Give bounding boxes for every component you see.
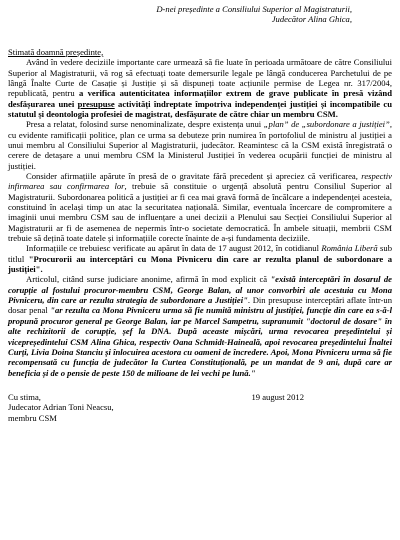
p4-italic: România Liberă bbox=[321, 243, 378, 254]
p1-bold-2: activități îndreptate împotriva independenței justiției și incompatibile cu statutul și deontologia profesiei de magistrat, desfășurate de către chiar un membru CSM. bbox=[8, 98, 392, 119]
signer-name: Judecator Adrian Toni Neacsu, bbox=[8, 402, 114, 413]
paragraph-1 bbox=[8, 57, 392, 119]
p1-bold-1: a verifica autenticitatea informațiilor extrem de grave publicate în presă vizând desfășurarea unei bbox=[8, 88, 392, 109]
signer-role: membru CSM bbox=[8, 412, 57, 423]
p3-italic: respectiv infirmarea sau confirmarea lor bbox=[8, 171, 392, 192]
paragraph-4 bbox=[8, 243, 392, 274]
letter-header bbox=[8, 4, 392, 25]
p2-text-b: , cu evidente ramificații politice, plan ce urma sa debuteze prin numirea în portofoliul de ministru al justiției a unui membru al Consiliului Superior al Magistraturii, judecător. Reamintesc că la CSM există înregistrată o cerere de detașare a unui membru CSM la Ministerul Justiției în vederea ocupării funcției de ministru al justiției. bbox=[8, 119, 392, 171]
p5-text-a: Articolul, citând surse judiciare anonime, afirmă în mod explicit că bbox=[26, 274, 271, 285]
paragraph-3 bbox=[8, 171, 392, 243]
p3-text-b: , trebuie să constituie o urgență absolută pentru Consiliul Superior al Magistraturii. Subordonarea politică a justiției ar fi cea mai gravă formă de încălcare a independenței acesteia, constituind în același timp un atac la securitatea națională. Similar, eventuala încercare de compromitere a imaginii unui membru CSM sau de influențare a unei decizii a Plenului sau Secției Consiliului Superior al Magistraturii ar fi de asemenea de nepermis într-o societate democratică. În ambele situații, membrii CSM trebuie să dețină toate datele și informațiile corecte înainte de a-și fundamenta deciziile. bbox=[8, 181, 392, 244]
p2-text-a: Presa a relatat, folosind surse nenominalizate, despre existența unui bbox=[26, 119, 264, 130]
p5-quote-1: "există interceptări în dosarul de corupție al fostului procuror-membru CSM, George Balan, al unor convorbiri ale acestuia cu Mona Pivniceru, din care ar rezulta strategia de subordonare a Justiției" bbox=[8, 274, 392, 306]
letter-date: 19 august 2012 bbox=[251, 391, 304, 402]
salutation: Stimată doamnă președinte, bbox=[8, 46, 104, 57]
p5-quote-2: "ar rezulta ca Mona Pivniceru urma să fie numită ministru al justiției, funcție din care ea s-ă-l propună procuror general pe George Balan, iar pe Marcel Sampetru, supranumit "doctorul de dosare" în alte rechizitorii de corupție, șef la DNA. După aceaste mișcări, urma revocarea președintelui și vicepreședintelui CSM Alina Ghica, respectiv Oana Schmidt-Haineală, apoi revocarea președintelui Înaltei Curți, Livia Doina Stanciu și înlocuirea acestora cu oameni de încredere. Apoi, Mona Pivniceru urma să fie recompensată cu funcția de judecător la Curtea Constituțională, pe un mandat de 9 ani, după care ar beneficia și de o pensie de peste 150 de milioane de lei vechi pe lună." bbox=[8, 305, 392, 378]
letter-closing bbox=[8, 392, 392, 423]
closing-greeting: Cu stima, bbox=[8, 391, 41, 402]
p4-text-b: sub titlul bbox=[8, 243, 392, 264]
addressee-line-1: D-nei președinte a Consiliului Superior al Magistraturii, bbox=[156, 4, 352, 14]
p1-text-a: Având în vedere deciziile importante care urmează să fie luate în perioada următoare de către Consiliului Superior al Magistraturii, vă rog să efectuați toate demersurile legale pe lângă conducerea Parchetului de pe lângă Înalte Curte de Casație și Justiție și să dispuneți toate acțiunile permise de Legea nr. 317/2004, republicată, pentru bbox=[8, 57, 392, 99]
p2-italic: „plan” de „subordonare a justiției” bbox=[263, 119, 390, 130]
p4-text-a: Informațiile ce trebuiesc verificate au apărut în data de 17 august 2012, în cotidianul bbox=[26, 243, 322, 254]
paragraph-5 bbox=[8, 274, 392, 377]
paragraph-2 bbox=[8, 119, 392, 171]
p1-underlined: presupuse bbox=[77, 98, 115, 109]
addressee-line-2: Judecător Alina Ghica, bbox=[271, 14, 352, 25]
p5-text-b: . Din presupuse interceptări aflate într-un dosar penal bbox=[8, 295, 392, 316]
p4-bold-title: "Procurorii au interceptări cu Mona Pivniceru din care ar rezulta planul de subordonare a justiției". bbox=[8, 253, 392, 275]
p3-text-a: Consider afirmațiile apărute în presă de o gravitate fără precedent și apreciez că verificarea, bbox=[26, 171, 362, 181]
letter-body bbox=[8, 57, 392, 378]
signature-block bbox=[8, 392, 114, 423]
